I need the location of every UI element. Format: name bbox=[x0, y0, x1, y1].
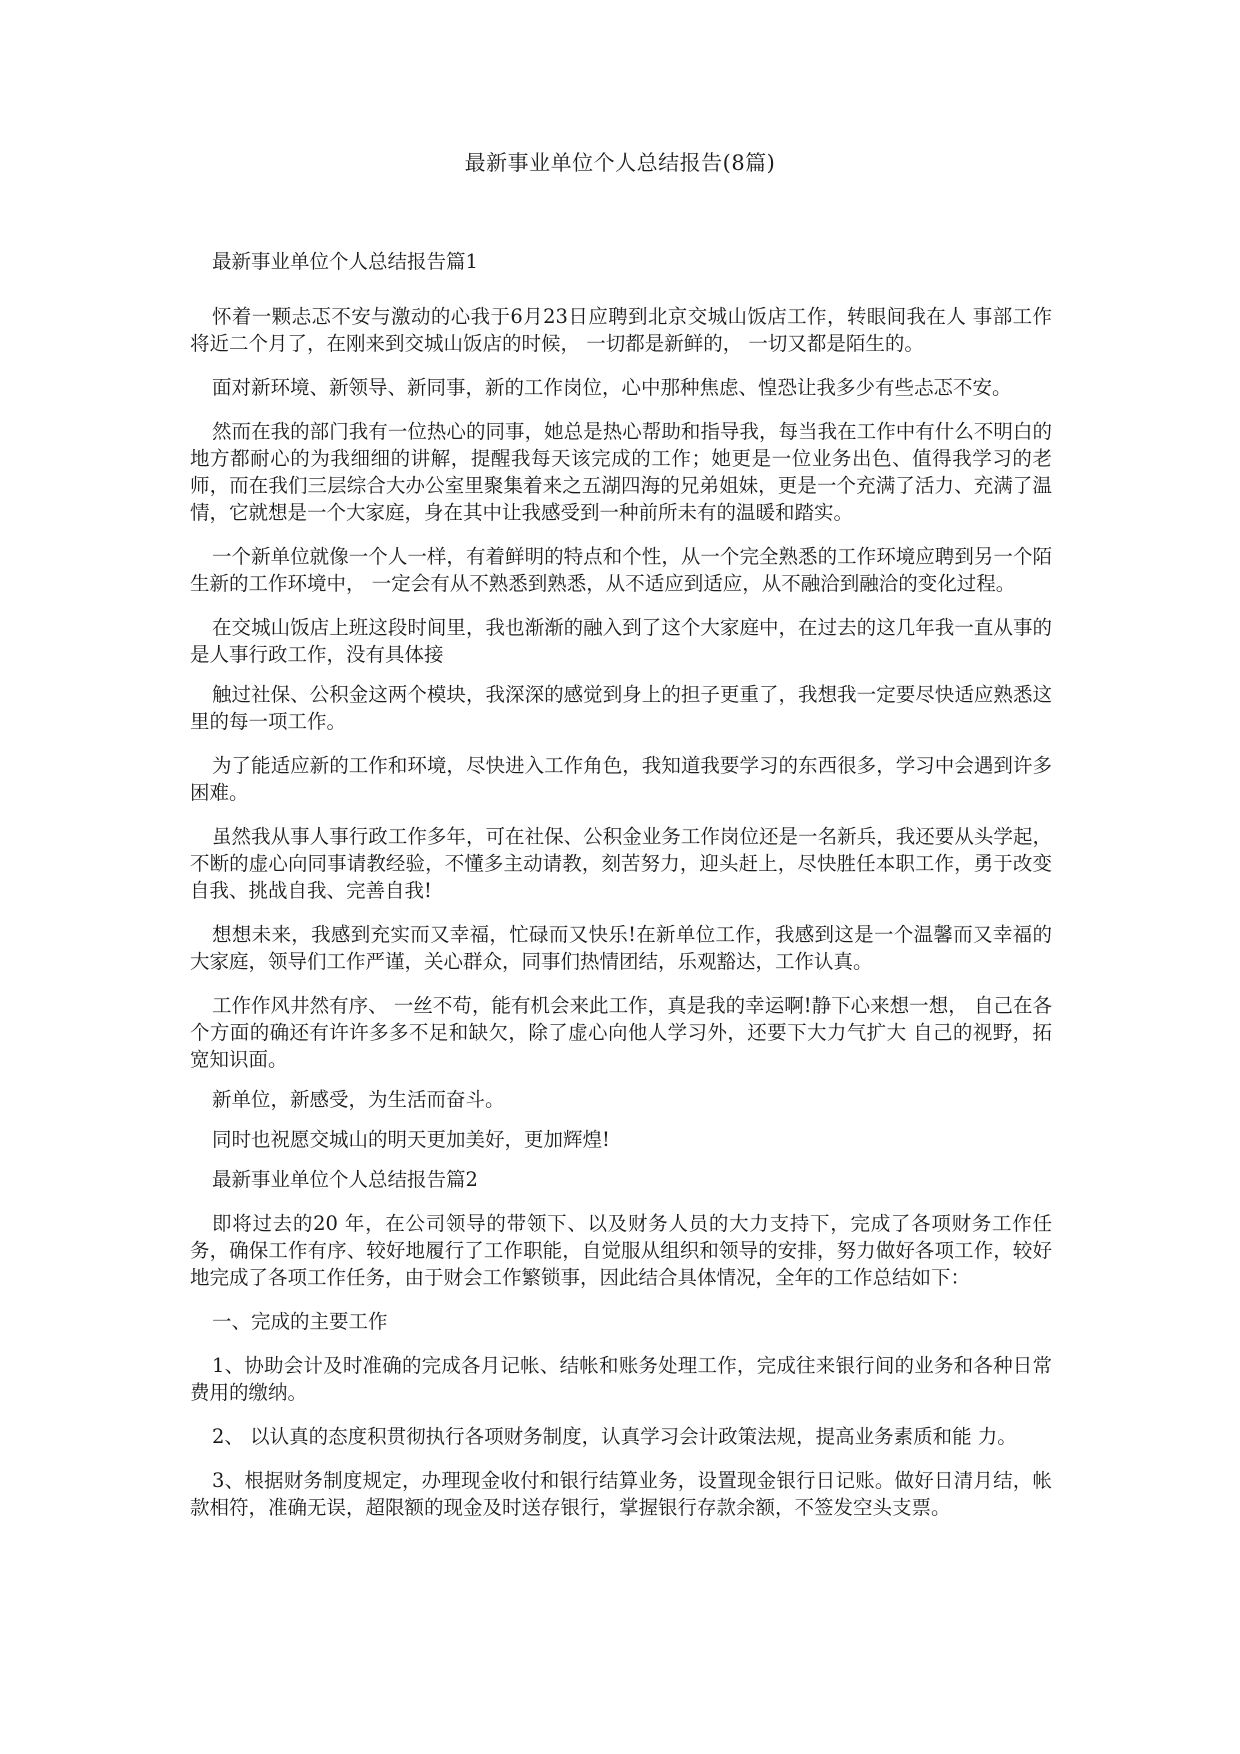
subsection-heading: 一、完成的主要工作 bbox=[212, 1310, 388, 1333]
paragraph: 触过社保、公积金这两个模块，我深深的感觉到身上的担子更重了，我想我一定要尽快适应熟悉这里的每一项工作。 bbox=[190, 683, 1052, 733]
section-heading-1: 最新事业单位个人总结报告篇1 bbox=[212, 250, 478, 273]
list-item: 2、 以认真的态度积贯彻执行各项财务制度，认真学习会计政策法规，提高业务素质和能 力。 bbox=[212, 1425, 1017, 1448]
paragraph: 虽然我从事人事行政工作多年，可在社保、公积金业务工作岗位还是一名新兵，我还要从头学起，不断的虚心向同事请教经验，不懂多主动请教，刻苦努力，迎头赶上，尽快胜任本职工作，勇于改变自我、挑战自我、完善自我! bbox=[190, 825, 1052, 902]
section-heading-2: 最新事业单位个人总结报告篇2 bbox=[212, 1168, 478, 1191]
document-body bbox=[190, 248, 1052, 1538]
paragraph: 工作作风井然有序、 一丝不苟，能有机会来此工作，真是我的幸运啊!静下心来想一想， 自己在各个方面的确还有许许多多不足和缺欠，除了虚心向他人学习外，还要下大力气扩大 自己的视野，拓宽知识面。 bbox=[190, 994, 1052, 1071]
paragraph: 新单位，新感受，为生活而奋斗。 bbox=[212, 1088, 505, 1111]
paragraph: 面对新环境、新领导、新同事，新的工作岗位，心中那种焦虑、惶恐让我多少有些忐忑不安。 bbox=[212, 376, 1012, 399]
paragraph: 同时也祝愿交城山的明天更加美好，更加辉煌! bbox=[212, 1128, 610, 1151]
paragraph: 为了能适应新的工作和环境，尽快进入工作角色，我知道我要学习的东西很多，学习中会遇到许多困难。 bbox=[190, 754, 1052, 804]
list-item: 3、根据财务制度规定，办理现金收付和银行结算业务，设置现金银行日记账。做好日清月结，帐款相符，准确无误，超限额的现金及时送存银行，掌握银行存款余额，不签发空头支票。 bbox=[190, 1469, 1052, 1519]
paragraph: 一个新单位就像一个人一样，有着鲜明的特点和个性，从一个完全熟悉的工作环境应聘到另一个陌生新的工作环境中， 一定会有从不熟悉到熟悉，从不适应到适应，从不融洽到融洽的变化过程。 bbox=[190, 545, 1052, 595]
paragraph: 在交城山饭店上班这段时间里，我也渐渐的融入到了这个大家庭中，在过去的这几年我一直从事的是人事行政工作，没有具体接 bbox=[190, 616, 1052, 666]
paragraph: 即将过去的20 年，在公司领导的带领下、以及财务人员的大力支持下，完成了各项财务工作任务，确保工作有序、较好地履行了工作职能，自觉服从组织和领导的安排，努力做好各项工作，较好地完成了各项工作任务，由于财会工作繁锁事，因此结合具体情况，全年的工作总结如下： bbox=[190, 1212, 1052, 1289]
list-item: 1、协助会计及时准确的完成各月记帐、结帐和账务处理工作，完成往来银行间的业务和各种日常费用的缴纳。 bbox=[190, 1354, 1052, 1404]
paragraph: 怀着一颗忐忑不安与激动的心我于6月23日应聘到北京交城山饭店工作，转眼间我在人 事部工作将近二个月了，在刚来到交城山饭店的时候， 一切都是新鲜的， 一切又都是陌生的。 bbox=[190, 305, 1052, 355]
document-title: 最新事业单位个人总结报告(8篇) bbox=[464, 151, 776, 175]
paragraph: 想想未来，我感到充实而又幸福，忙碌而又快乐!在新单位工作，我感到这是一个温馨而又幸福的大家庭，领导们工作严谨，关心群众，同事们热情团结，乐观豁达，工作认真。 bbox=[190, 923, 1052, 973]
paragraph: 然而在我的部门我有一位热心的同事，她总是热心帮助和指导我，每当我在工作中有什么不明白的地方都耐心的为我细细的讲解，提醒我每天该完成的工作；她更是一位业务出色、值得我学习的老师，而在我们三层综合大办公室里聚集着来之五湖四海的兄弟姐妹，更是一个充满了活力、充满了温情，它就想是一个大家庭，身在其中让我感受到一种前所未有的温暖和踏实。 bbox=[190, 420, 1052, 524]
